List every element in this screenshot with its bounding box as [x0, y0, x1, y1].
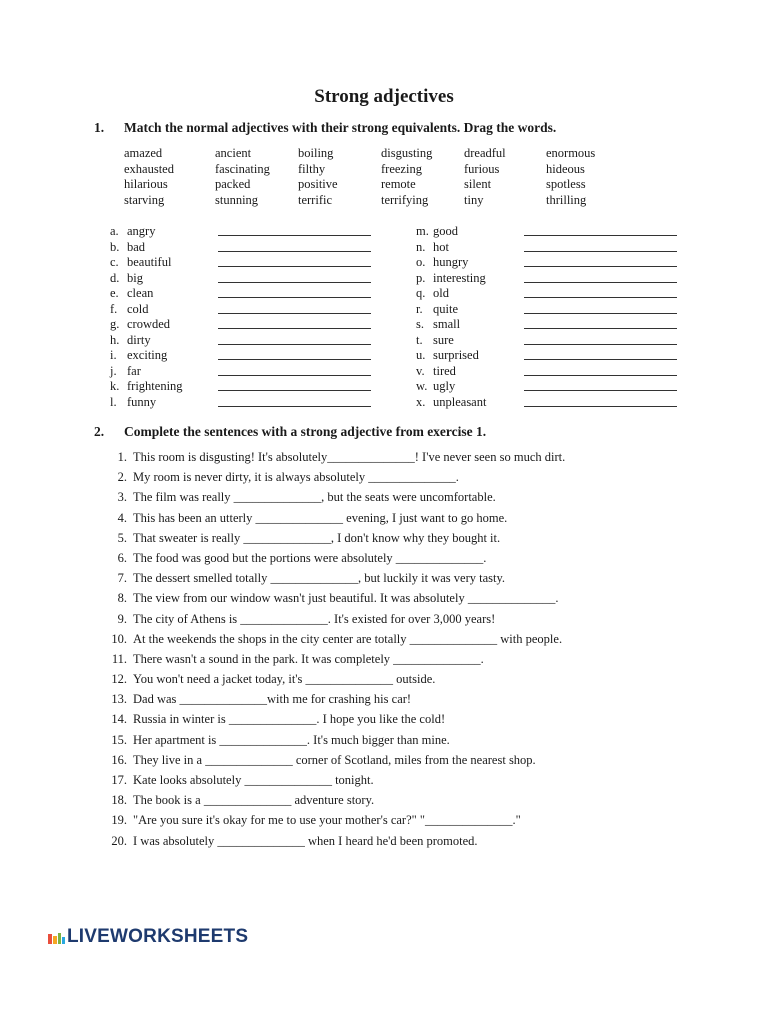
sentence-text: Her apartment is ______________. It's much bigger than mine.	[133, 732, 450, 747]
match-item-letter: q.	[416, 286, 426, 300]
answer-drop-line[interactable]	[524, 266, 677, 267]
sentence-text: The book is a ______________ adventure story.	[133, 793, 375, 808]
match-item	[416, 286, 706, 302]
exercise-1-instruction: Match the normal adjectives with their strong equivalents. Drag the words.	[124, 120, 557, 135]
sentence-item[interactable]	[105, 470, 645, 490]
answer-drop-line[interactable]	[218, 359, 371, 360]
sentence-item[interactable]	[105, 692, 645, 712]
answer-drop-line[interactable]	[524, 390, 677, 391]
sentence-number: 14.	[111, 712, 127, 727]
sentence-text: This room is disgusting! It's absolutely______________! I've never seen so much dirt.	[133, 450, 566, 464]
answer-drop-line[interactable]	[524, 235, 677, 236]
sentence-text: You won't need a jacket today, it's ______________ outside.	[133, 672, 436, 687]
page-title: Strong adjectives	[314, 86, 454, 107]
match-item-word: sure	[433, 332, 454, 347]
exercise-2-instruction: Complete the sentences with a strong adjective from exercise 1.	[124, 424, 487, 439]
word-bank-item[interactable]: ancient	[215, 146, 252, 160]
match-item	[110, 286, 400, 302]
word-bank-item[interactable]: hideous	[546, 161, 585, 176]
sentence-text: Kate looks absolutely ______________ tonight.	[133, 773, 374, 787]
brand-name: LIVEWORKSHEETS	[67, 926, 249, 947]
sentence-item[interactable]	[105, 450, 645, 470]
sentence-number: 10.	[111, 631, 127, 646]
answer-drop-line[interactable]	[524, 297, 677, 298]
word-bank-item[interactable]: exhausted	[124, 161, 174, 176]
word-bank-item[interactable]: dreadful	[464, 146, 506, 160]
word-bank-item[interactable]: tiny	[464, 192, 484, 207]
sentence-item[interactable]	[105, 813, 645, 833]
match-item-letter: m.	[416, 224, 429, 238]
answer-drop-line[interactable]	[218, 328, 371, 329]
sentence-item[interactable]	[105, 652, 645, 672]
sentence-text: Dad was ______________with me for crashing his car!	[133, 692, 412, 707]
exercise-2-number: 2.	[94, 424, 105, 439]
match-item-letter: f.	[110, 301, 118, 316]
match-item-letter: e.	[110, 286, 119, 300]
word-bank-item[interactable]: thrilling	[546, 192, 587, 207]
word-bank-item[interactable]: terrific	[298, 192, 333, 207]
match-item-word: unpleasant	[433, 394, 487, 409]
sentence-text: The city of Athens is ______________. It's existed for over 3,000 years!	[133, 611, 496, 626]
answer-drop-line[interactable]	[524, 328, 677, 329]
sentence-number: 12.	[111, 672, 127, 687]
sentence-number: 17.	[111, 773, 127, 787]
sentence-text: My room is never dirty, it is always absolutely ______________.	[133, 470, 459, 485]
match-list-left	[110, 224, 400, 410]
match-item-letter: u.	[416, 348, 426, 362]
sentence-item[interactable]	[105, 753, 645, 773]
sentence-item[interactable]	[105, 733, 645, 753]
word-bank-item[interactable]: silent	[464, 177, 492, 192]
answer-drop-line[interactable]	[218, 297, 371, 298]
word-bank-item[interactable]: filthy	[298, 161, 326, 176]
sentence-number: 3.	[117, 490, 127, 505]
word-bank-item[interactable]: hilarious	[124, 177, 168, 192]
match-item-word: beautiful	[127, 255, 172, 269]
sentence-text: The view from our window wasn't just beautiful. It was absolutely ______________.	[133, 591, 559, 606]
match-item-letter: j.	[110, 363, 117, 378]
word-bank-item[interactable]: packed	[215, 177, 251, 192]
match-item-letter: l.	[110, 394, 117, 409]
brand-footer	[48, 926, 248, 948]
match-item-word: big	[127, 270, 143, 285]
match-item-word: clean	[127, 286, 154, 300]
sentence-item[interactable]	[105, 591, 645, 611]
exercise-2-heading	[94, 424, 486, 440]
match-item	[416, 240, 706, 256]
match-item-letter: d.	[110, 270, 120, 285]
match-item-letter: r.	[416, 301, 423, 316]
sentence-item[interactable]	[105, 612, 645, 632]
match-item-word: small	[433, 317, 461, 331]
word-bank-item[interactable]: stunning	[215, 192, 259, 207]
match-item-letter: c.	[110, 255, 119, 269]
sentence-item[interactable]	[105, 571, 645, 591]
sentence-item[interactable]	[105, 632, 645, 652]
sentence-text: They live in a ______________ corner of Scotland, miles from the nearest shop.	[133, 752, 536, 767]
liveworksheets-logo-icon	[48, 930, 66, 944]
match-item-letter: v.	[416, 363, 425, 378]
match-item-word: dirty	[127, 332, 151, 347]
match-item	[416, 395, 706, 411]
sentence-text: I was absolutely ______________ when I heard he'd been promoted.	[133, 833, 478, 848]
answer-drop-line[interactable]	[524, 251, 677, 252]
match-item-letter: x.	[416, 394, 426, 409]
match-item-word: quite	[433, 301, 458, 316]
match-item	[110, 224, 400, 240]
answer-drop-line[interactable]	[218, 282, 371, 283]
answer-drop-line[interactable]	[218, 344, 371, 345]
answer-drop-line[interactable]	[218, 313, 371, 314]
match-item-letter: h.	[110, 332, 120, 347]
exercise-1-number: 1.	[94, 120, 105, 135]
match-item-letter: i.	[110, 348, 117, 362]
match-item	[110, 255, 400, 271]
match-item	[110, 333, 400, 349]
match-item-letter: g.	[110, 317, 120, 331]
sentence-item[interactable]	[105, 672, 645, 692]
sentence-text: The food was good but the portions were absolutely ______________.	[133, 550, 487, 565]
match-item	[110, 302, 400, 318]
sentence-number: 1.	[117, 450, 127, 464]
word-bank-item[interactable]: positive	[298, 177, 338, 192]
match-item-word: cold	[127, 301, 149, 316]
match-item	[416, 379, 706, 395]
match-item-letter: w.	[416, 379, 428, 393]
answer-drop-line[interactable]	[218, 235, 371, 236]
sentence-item[interactable]	[105, 551, 645, 571]
sentence-item[interactable]	[105, 511, 645, 531]
sentence-number: 18.	[111, 793, 127, 808]
match-item	[416, 255, 706, 271]
match-item-word: tired	[433, 363, 456, 378]
sentence-number: 7.	[117, 571, 127, 586]
sentence-number: 5.	[117, 530, 127, 545]
match-item-word: old	[433, 286, 449, 300]
sentence-number: 15.	[111, 732, 127, 747]
word-bank-item[interactable]: fascinating	[215, 161, 270, 176]
answer-drop-line[interactable]	[524, 359, 677, 360]
word-bank-item[interactable]: freezing	[381, 161, 422, 176]
match-item	[416, 364, 706, 380]
match-item-word: ugly	[433, 379, 456, 393]
match-item	[416, 271, 706, 287]
answer-drop-line[interactable]	[524, 375, 677, 376]
sentence-text: "Are you sure it's okay for me to use your mother's car?" "______________."	[133, 813, 521, 828]
sentence-number: 16.	[111, 752, 127, 767]
match-item	[416, 302, 706, 318]
match-item-word: hungry	[433, 255, 469, 269]
match-item	[110, 271, 400, 287]
match-item-word: frightening	[127, 379, 183, 393]
sentence-number: 4.	[117, 510, 127, 525]
match-item-letter: k.	[110, 379, 120, 393]
sentence-number: 8.	[117, 591, 127, 606]
match-item	[110, 364, 400, 380]
sentence-list	[105, 450, 645, 854]
match-item-word: exciting	[127, 348, 168, 362]
sentence-text: This has been an utterly ______________ evening, I just want to go home.	[133, 510, 508, 525]
match-item-letter: a.	[110, 224, 119, 238]
answer-drop-line[interactable]	[524, 282, 677, 283]
match-item	[110, 240, 400, 256]
word-bank	[124, 146, 644, 208]
answer-drop-line[interactable]	[524, 344, 677, 345]
sentence-item[interactable]	[105, 490, 645, 510]
answer-drop-line[interactable]	[218, 406, 371, 407]
match-item-word: bad	[127, 239, 146, 254]
sentence-text: The film was really ______________, but the seats were uncomfortable.	[133, 490, 496, 505]
match-item-letter: b.	[110, 239, 120, 254]
word-bank-item[interactable]: terrifying	[381, 192, 429, 207]
sentence-number: 2.	[117, 470, 127, 485]
match-item-word: hot	[433, 239, 449, 254]
match-item	[110, 348, 400, 364]
match-list-right	[416, 224, 706, 410]
match-item-word: interesting	[433, 270, 486, 285]
sentence-text: The dessert smelled totally ______________, but luckily it was very tasty.	[133, 571, 506, 586]
sentence-number: 13.	[111, 692, 127, 707]
word-bank-item[interactable]: remote	[381, 177, 416, 192]
match-item-letter: p.	[416, 270, 426, 285]
word-bank-item[interactable]: starving	[124, 192, 165, 207]
match-item-word: angry	[127, 224, 156, 238]
word-bank-item[interactable]: furious	[464, 161, 500, 176]
sentence-item[interactable]	[105, 531, 645, 551]
sentence-item[interactable]	[105, 793, 645, 813]
sentence-item[interactable]	[105, 712, 645, 732]
match-item-word: funny	[127, 394, 157, 409]
answer-drop-line[interactable]	[218, 375, 371, 376]
match-item	[416, 333, 706, 349]
sentence-item[interactable]	[105, 773, 645, 793]
match-item	[110, 317, 400, 333]
match-item	[416, 317, 706, 333]
match-item-word: surprised	[433, 348, 479, 362]
sentence-item[interactable]	[105, 834, 645, 854]
sentence-number: 6.	[117, 550, 127, 565]
match-item	[416, 348, 706, 364]
match-item-letter: s.	[416, 317, 424, 331]
word-bank-item[interactable]: boiling	[298, 146, 334, 160]
answer-drop-line[interactable]	[218, 266, 371, 267]
word-bank-item[interactable]: amazed	[124, 146, 163, 160]
sentence-number: 19.	[111, 813, 127, 828]
sentence-text: At the weekends the shops in the city center are totally ______________ with people.	[133, 631, 563, 646]
match-item-letter: t.	[416, 332, 423, 347]
sentence-text: Russia in winter is ______________. I hope you like the cold!	[133, 712, 446, 727]
sentence-text: There wasn't a sound in the park. It was completely ______________.	[133, 651, 484, 666]
match-item-letter: o.	[416, 255, 426, 269]
sentence-number: 20.	[111, 833, 127, 848]
sentence-number: 9.	[117, 611, 127, 626]
answer-drop-line[interactable]	[218, 390, 371, 391]
match-item	[110, 395, 400, 411]
match-item-letter: n.	[416, 239, 426, 254]
word-bank-item[interactable]: disgusting	[381, 146, 433, 160]
sentence-text: That sweater is really ______________, I don't know why they bought it.	[133, 530, 501, 545]
match-item-word: good	[433, 224, 458, 238]
match-item	[110, 379, 400, 395]
match-item-word: crowded	[127, 317, 171, 331]
match-item	[416, 224, 706, 240]
word-bank-item[interactable]: enormous	[546, 146, 596, 160]
word-bank-item[interactable]: spotless	[546, 177, 586, 192]
sentence-number: 11.	[111, 651, 127, 666]
answer-drop-line[interactable]	[524, 313, 677, 314]
exercise-1-heading	[94, 120, 556, 136]
match-item-word: far	[127, 363, 141, 378]
answer-drop-line[interactable]	[218, 251, 371, 252]
answer-drop-line[interactable]	[524, 406, 677, 407]
